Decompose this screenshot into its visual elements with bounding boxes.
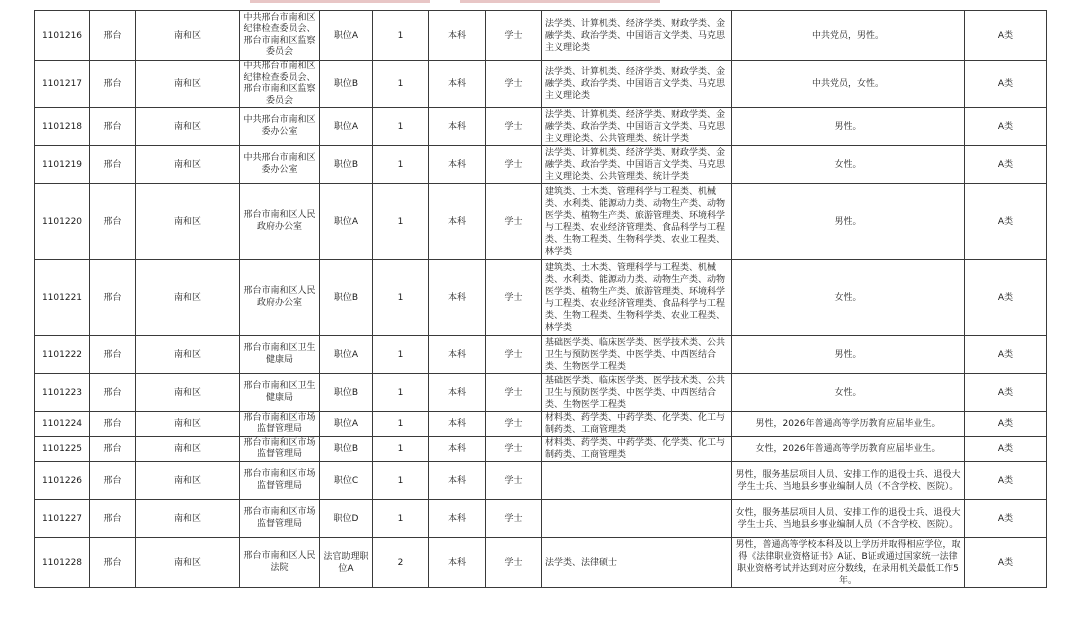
- cell-req: 男性。: [732, 108, 965, 146]
- cell-major: [542, 462, 732, 500]
- table-row: [35, 500, 1047, 538]
- cell-district: 南和区: [136, 184, 240, 260]
- table-row: [35, 61, 1047, 108]
- cell-major: 基础医学类、临床医学类、医学技术类、公共卫生与预防医学类、中医学类、中西医结合类、生物医学工程类: [542, 374, 732, 412]
- cell-dept: 邢台市南和区人民政府办公室: [240, 184, 320, 260]
- table-row: [35, 11, 1047, 61]
- cell-edu: 本科: [429, 61, 486, 108]
- cell-degree: 学士: [486, 374, 542, 412]
- table-row: [35, 146, 1047, 184]
- cell-type: A类: [965, 500, 1047, 538]
- top-strip: [0, 0, 1080, 10]
- cell-req: 中共党员，女性。: [732, 61, 965, 108]
- cell-degree: 学士: [486, 260, 542, 336]
- cell-district: 南和区: [136, 61, 240, 108]
- cell-num: 1: [373, 437, 429, 462]
- cell-edu: 本科: [429, 412, 486, 437]
- cell-edu: 本科: [429, 11, 486, 61]
- cell-degree: 学士: [486, 184, 542, 260]
- cell-num: 2: [373, 538, 429, 588]
- cell-code: 1101217: [35, 61, 90, 108]
- cell-degree: 学士: [486, 11, 542, 61]
- cell-dept: 邢台市南和区卫生健康局: [240, 374, 320, 412]
- cell-degree: 学士: [486, 538, 542, 588]
- table-row: [35, 184, 1047, 260]
- cell-degree: 学士: [486, 336, 542, 374]
- cell-city: 邢台: [90, 437, 136, 462]
- cell-post: 职位A: [320, 336, 373, 374]
- cell-code: 1101221: [35, 260, 90, 336]
- cell-num: 1: [373, 11, 429, 61]
- cell-dept: 中共邢台市南和区纪律检查委员会、邢台市南和区监察委员会: [240, 61, 320, 108]
- cell-req: 男性，服务基层项目人员、安排工作的退役士兵、退役大学生士兵、当地县乡事业编制人员（不含学校、医院）。: [732, 462, 965, 500]
- cell-req: 女性。: [732, 146, 965, 184]
- cell-city: 邢台: [90, 462, 136, 500]
- cell-num: 1: [373, 336, 429, 374]
- cell-type: A类: [965, 412, 1047, 437]
- cell-dept: 邢台市南和区市场监督管理局: [240, 437, 320, 462]
- cell-edu: 本科: [429, 538, 486, 588]
- cell-degree: 学士: [486, 146, 542, 184]
- cell-district: 南和区: [136, 11, 240, 61]
- cell-post: 职位C: [320, 462, 373, 500]
- cell-city: 邢台: [90, 184, 136, 260]
- table-row: [35, 412, 1047, 437]
- cell-major: 法学类、计算机类、经济学类、财政学类、金融学类、政治学类、中国语言文学类、马克思主义理论类: [542, 11, 732, 61]
- cell-edu: 本科: [429, 336, 486, 374]
- cell-type: A类: [965, 260, 1047, 336]
- cell-dept: 邢台市南和区卫生健康局: [240, 336, 320, 374]
- cell-edu: 本科: [429, 374, 486, 412]
- cell-major: 材料类、药学类、中药学类、化学类、化工与制药类、工商管理类: [542, 412, 732, 437]
- table-row: [35, 437, 1047, 462]
- cell-code: 1101218: [35, 108, 90, 146]
- cell-dept: 邢台市南和区市场监督管理局: [240, 500, 320, 538]
- cell-code: 1101226: [35, 462, 90, 500]
- cell-req: 男性，2026年普通高等学历教育应届毕业生。: [732, 412, 965, 437]
- cell-major: 材料类、药学类、中药学类、化学类、化工与制药类、工商管理类: [542, 437, 732, 462]
- cell-edu: 本科: [429, 108, 486, 146]
- cell-req: 女性。: [732, 374, 965, 412]
- cell-city: 邢台: [90, 108, 136, 146]
- cell-major: [542, 500, 732, 538]
- cell-num: 1: [373, 412, 429, 437]
- cell-city: 邢台: [90, 538, 136, 588]
- cell-dept: 中共邢台市南和区委办公室: [240, 146, 320, 184]
- cell-post: 职位D: [320, 500, 373, 538]
- cell-dept: 邢台市南和区人民法院: [240, 538, 320, 588]
- cell-req: 中共党员，男性。: [732, 11, 965, 61]
- cell-num: 1: [373, 500, 429, 538]
- cell-district: 南和区: [136, 500, 240, 538]
- cell-district: 南和区: [136, 336, 240, 374]
- cell-req: 男性，普通高等学校本科及以上学历并取得相应学位，取得《法律职业资格证书》A证、B证或通过国家统一法律职业资格考试并达到对应分数线，在录用机关最低工作5年。: [732, 538, 965, 588]
- cell-edu: 本科: [429, 260, 486, 336]
- cell-major: 法学类、计算机类、经济学类、财政学类、金融学类、政治学类、中国语言文学类、马克思主义理论类: [542, 61, 732, 108]
- cell-dept: 中共邢台市南和区委办公室: [240, 108, 320, 146]
- cell-post: 职位B: [320, 146, 373, 184]
- cell-district: 南和区: [136, 412, 240, 437]
- cell-post: 职位B: [320, 260, 373, 336]
- cell-type: A类: [965, 61, 1047, 108]
- cell-code: 1101219: [35, 146, 90, 184]
- cell-type: A类: [965, 336, 1047, 374]
- table-row: [35, 462, 1047, 500]
- cell-req: 女性，2026年普通高等学历教育应届毕业生。: [732, 437, 965, 462]
- cell-type: A类: [965, 11, 1047, 61]
- cell-city: 邢台: [90, 412, 136, 437]
- cell-city: 邢台: [90, 336, 136, 374]
- cell-req: 男性。: [732, 336, 965, 374]
- cell-major: 法学类、法律硕士: [542, 538, 732, 588]
- cell-code: 1101222: [35, 336, 90, 374]
- cell-dept: 邢台市南和区人民政府办公室: [240, 260, 320, 336]
- table-row: [35, 374, 1047, 412]
- cell-req: 女性，服务基层项目人员、安排工作的退役士兵、退役大学生士兵、当地县乡事业编制人员（不含学校、医院）。: [732, 500, 965, 538]
- cell-dept: 邢台市南和区市场监督管理局: [240, 462, 320, 500]
- cell-post: 职位B: [320, 374, 373, 412]
- cell-type: A类: [965, 184, 1047, 260]
- cell-type: A类: [965, 146, 1047, 184]
- cell-city: 邢台: [90, 374, 136, 412]
- cell-post: 职位B: [320, 61, 373, 108]
- cell-dept: 邢台市南和区市场监督管理局: [240, 412, 320, 437]
- cell-num: 1: [373, 374, 429, 412]
- cell-degree: 学士: [486, 437, 542, 462]
- cell-code: 1101228: [35, 538, 90, 588]
- cell-req: 男性。: [732, 184, 965, 260]
- cell-post: 法官助理职位A: [320, 538, 373, 588]
- cell-num: 1: [373, 108, 429, 146]
- cell-num: 1: [373, 184, 429, 260]
- cell-district: 南和区: [136, 374, 240, 412]
- cell-major: 建筑类、土木类、管理科学与工程类、机械类、水利类、能源动力类、动物生产类、动物医学类、植物生产类、旅游管理类、环境科学与工程类、农业经济管理类、食品科学与工程类、生物工程类、生物科学类、农业工程类、林学类: [542, 260, 732, 336]
- cell-num: 1: [373, 61, 429, 108]
- cell-type: A类: [965, 462, 1047, 500]
- header-remnant: [250, 0, 430, 3]
- cell-major: 法学类、计算机类、经济学类、财政学类、金融学类、政治学类、中国语言文学类、马克思主义理论类、公共管理类、统计学类: [542, 108, 732, 146]
- cell-post: 职位A: [320, 412, 373, 437]
- cell-city: 邢台: [90, 61, 136, 108]
- cell-type: A类: [965, 437, 1047, 462]
- cell-code: 1101227: [35, 500, 90, 538]
- cell-num: 1: [373, 260, 429, 336]
- table-row: [35, 336, 1047, 374]
- table-row: [35, 108, 1047, 146]
- cell-edu: 本科: [429, 500, 486, 538]
- cell-degree: 学士: [486, 61, 542, 108]
- cell-district: 南和区: [136, 437, 240, 462]
- cell-edu: 本科: [429, 184, 486, 260]
- cell-degree: 学士: [486, 412, 542, 437]
- cell-district: 南和区: [136, 260, 240, 336]
- cell-code: 1101220: [35, 184, 90, 260]
- cell-type: A类: [965, 538, 1047, 588]
- cell-code: 1101224: [35, 412, 90, 437]
- cell-post: 职位A: [320, 108, 373, 146]
- table-row: [35, 538, 1047, 588]
- cell-code: 1101216: [35, 11, 90, 61]
- cell-district: 南和区: [136, 538, 240, 588]
- cell-edu: 本科: [429, 146, 486, 184]
- cell-num: 1: [373, 462, 429, 500]
- cell-num: 1: [373, 146, 429, 184]
- cell-code: 1101223: [35, 374, 90, 412]
- cell-degree: 学士: [486, 462, 542, 500]
- cell-major: 法学类、计算机类、经济学类、财政学类、金融学类、政治学类、中国语言文学类、马克思主义理论类、公共管理类、统计学类: [542, 146, 732, 184]
- cell-type: A类: [965, 108, 1047, 146]
- cell-district: 南和区: [136, 462, 240, 500]
- cell-degree: 学士: [486, 500, 542, 538]
- cell-city: 邢台: [90, 11, 136, 61]
- cell-major: 建筑类、土木类、管理科学与工程类、机械类、水利类、能源动力类、动物生产类、动物医学类、植物生产类、旅游管理类、环境科学与工程类、农业经济管理类、食品科学与工程类、生物工程类、生物科学类、农业工程类、林学类: [542, 184, 732, 260]
- cell-req: 女性。: [732, 260, 965, 336]
- cell-edu: 本科: [429, 437, 486, 462]
- table-row: [35, 260, 1047, 336]
- cell-post: 职位B: [320, 437, 373, 462]
- cell-city: 邢台: [90, 260, 136, 336]
- cell-post: 职位A: [320, 11, 373, 61]
- cell-district: 南和区: [136, 108, 240, 146]
- header-remnant: [460, 0, 660, 3]
- cell-major: 基础医学类、临床医学类、医学技术类、公共卫生与预防医学类、中医学类、中西医结合类、生物医学工程类: [542, 336, 732, 374]
- cell-type: A类: [965, 374, 1047, 412]
- job-table: [34, 10, 1047, 588]
- cell-dept: 中共邢台市南和区纪律检查委员会、邢台市南和区监察委员会: [240, 11, 320, 61]
- cell-code: 1101225: [35, 437, 90, 462]
- cell-city: 邢台: [90, 500, 136, 538]
- cell-district: 南和区: [136, 146, 240, 184]
- cell-post: 职位A: [320, 184, 373, 260]
- cell-city: 邢台: [90, 146, 136, 184]
- cell-degree: 学士: [486, 108, 542, 146]
- cell-edu: 本科: [429, 462, 486, 500]
